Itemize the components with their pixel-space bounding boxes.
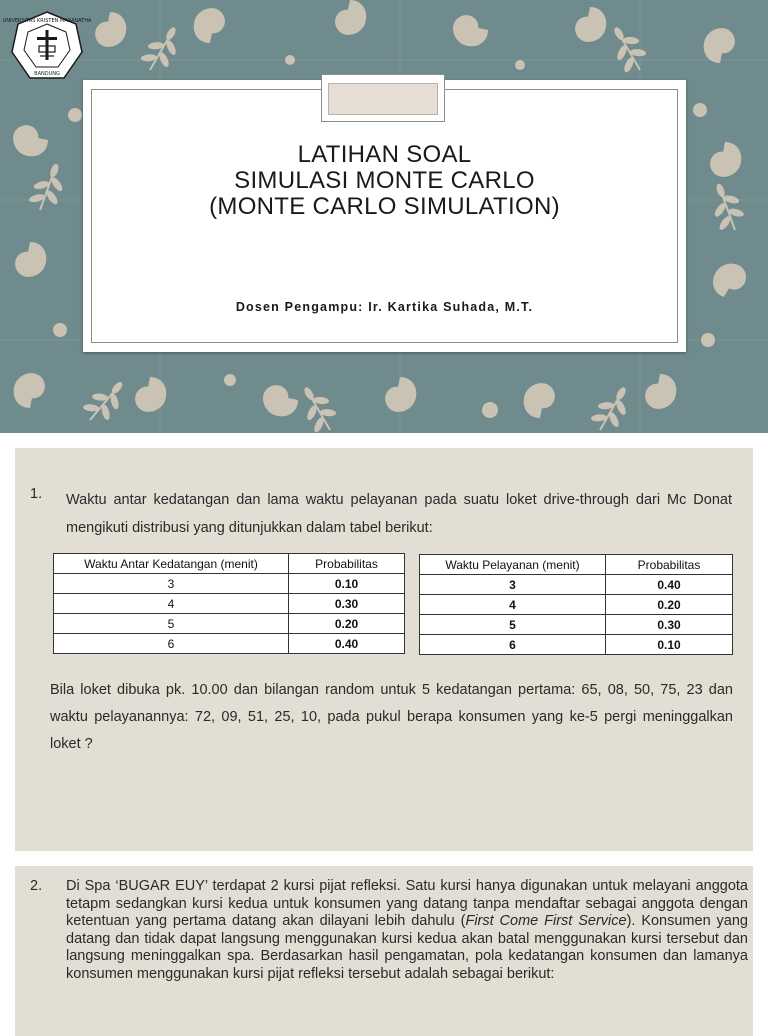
question-intro: Waktu antar kedatangan dan lama waktu pelayanan pada suatu loket drive-through dari Mc Donat mengikuti distribusi yang ditunjukkan dalam tabel berikut: <box>66 492 732 536</box>
table-cell: 6 <box>420 635 606 655</box>
table-cell: 6 <box>54 634 289 654</box>
table-cell: 3 <box>420 575 606 595</box>
question-2-slide <box>15 866 753 1036</box>
table-cell: 0.40 <box>606 575 733 595</box>
column-header: Probabilitas <box>289 554 405 574</box>
table-cell: 0.30 <box>289 594 405 614</box>
table-row <box>420 615 733 635</box>
table-row <box>54 614 405 634</box>
question-2-italic-term: First Come First Service <box>465 913 627 929</box>
lecturer-name: Dosen Pengampu: Ir. Kartika Suhada, M.T. <box>235 300 534 314</box>
question-2-text-part2: ). Konsumen yang datang dan tidak dapat langsung menggunakan kursi kedua akan batal menggunakan kursi tersebut dan langsung meninggalkan spa. Berdasarkan hasil pengamatan, pola kedatangan konsumen dan lamanya konsumen menggunakan kursi pijat refleksi tersebut adalah sebagai berikut: <box>66 913 748 982</box>
table-header-row <box>420 555 733 575</box>
column-header: Waktu Pelayanan (menit) <box>420 555 606 575</box>
question-2-text <box>66 878 748 983</box>
column-header: Waktu Antar Kedatangan (menit) <box>54 554 289 574</box>
title-card-tab <box>321 74 445 122</box>
table-row <box>420 575 733 595</box>
question-number: 1. <box>30 486 43 502</box>
slide-title <box>83 142 686 220</box>
table-cell: 4 <box>54 594 289 614</box>
table-cell: 0.20 <box>289 614 405 634</box>
title-slide <box>0 0 768 433</box>
table-row <box>54 634 405 654</box>
title-line-2: SIMULASI MONTE CARLO <box>234 167 535 194</box>
table-cell: 5 <box>420 615 606 635</box>
table-cell: 0.10 <box>606 635 733 655</box>
table-cell: 0.10 <box>289 574 405 594</box>
logo-text-top: UNIVERSITAS KRISTEN MARANATHA <box>2 18 92 24</box>
title-card <box>83 80 686 352</box>
university-logo <box>2 10 92 84</box>
question-2-text-part1: Di Spa ‘BUGAR EUY’ terdapat 2 kursi pijat refleksi. Satu kursi hanya digunakan untuk melayani anggota tetapm sedangkan kursi kedua untuk konsumen yang datang tanpa mendaftar sebagai anggota dengan ketentuan yang pertama datang akan dilayani lebih dahulu ( <box>66 878 748 929</box>
title-line-3: (MONTE CARLO SIMULATION) <box>209 193 560 220</box>
table-cell: 0.40 <box>289 634 405 654</box>
arrival-time-table <box>53 553 405 654</box>
table-header-row <box>54 554 405 574</box>
table-row <box>54 594 405 614</box>
question-number: 2. <box>30 878 43 894</box>
table-row <box>420 635 733 655</box>
title-line-1: LATIHAN SOAL <box>297 141 472 168</box>
table-cell: 3 <box>54 574 289 594</box>
logo-text-bottom: BANDUNG <box>34 71 60 77</box>
table-cell: 0.20 <box>606 595 733 615</box>
service-time-table <box>419 554 733 655</box>
table-cell: 5 <box>54 614 289 634</box>
column-header: Probabilitas <box>606 555 733 575</box>
table-cell: 4 <box>420 595 606 615</box>
table-cell: 0.30 <box>606 615 733 635</box>
table-row <box>54 574 405 594</box>
table-row <box>420 595 733 615</box>
question-1-slide <box>15 448 753 851</box>
question-prompt: Bila loket dibuka pk. 10.00 dan bilangan random untuk 5 kedatangan pertama: 65, 08, 50, 75, 23 dan waktu pelayanannya: 72, 09, 51, 25, 10, pada pukul berapa konsumen yang ke-5 pergi meninggalkan loket ? <box>50 682 733 752</box>
